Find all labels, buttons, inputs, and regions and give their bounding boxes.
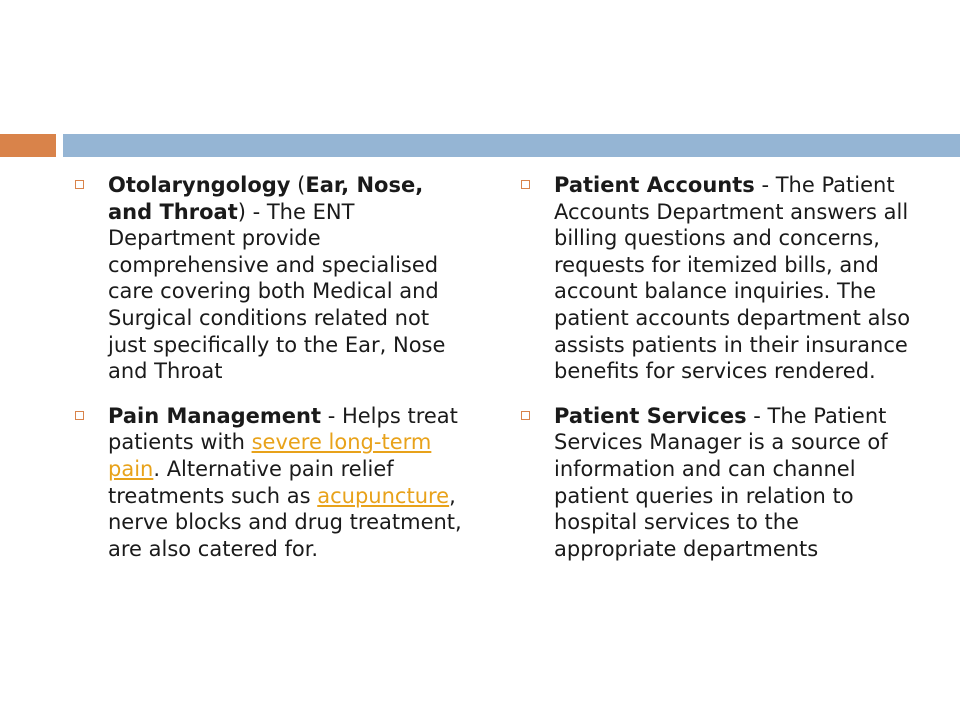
header-bar	[63, 134, 960, 157]
item-text: (	[290, 173, 306, 197]
item-text: . Alternative pain relief treatments such as	[108, 456, 394, 508]
hollow-square-bullet-icon	[521, 180, 530, 189]
item-text: - Helps treat patients with	[108, 403, 458, 455]
list-item-patient-services	[518, 403, 918, 563]
list-item-otolaryngology	[72, 172, 472, 385]
item-description: - The Patient Accounts Department answers all billing questions and concerns, requests for itemized bills, and account balance inquiries. The patient accounts department also assists patients in their insurance benefits for services rendered.	[554, 173, 911, 384]
header-accent-bar	[0, 134, 56, 157]
item-term-sub: Ear, Nose, and Throat	[108, 173, 424, 224]
right-column	[518, 172, 918, 580]
acupuncture-link[interactable]: acupuncture	[317, 483, 450, 508]
hollow-square-bullet-icon	[75, 411, 84, 420]
item-description: ) - The ENT Department provide comprehensive and specialised care covering both Medical and Surgical conditions related not just specifically to the Ear, Nose and Throat	[108, 199, 446, 384]
hollow-square-bullet-icon	[75, 180, 84, 189]
severe-pain-link[interactable]: severe long-term pain	[108, 430, 432, 481]
item-term: Patient Services	[554, 403, 747, 428]
item-term: Otolaryngology	[108, 173, 291, 197]
list-item-patient-accounts	[518, 172, 918, 385]
item-description: - The Patient Services Manager is a source of information and can channel patient queries in relation to hospital services to the appropriate departments	[554, 403, 888, 561]
item-term: Patient Accounts	[554, 173, 755, 197]
item-text: , nerve blocks and drug treatment, are also catered for.	[108, 483, 462, 561]
left-column	[72, 172, 472, 580]
hollow-square-bullet-icon	[521, 411, 530, 420]
list-item-pain-management	[72, 403, 472, 563]
item-term: Pain Management	[108, 403, 322, 428]
